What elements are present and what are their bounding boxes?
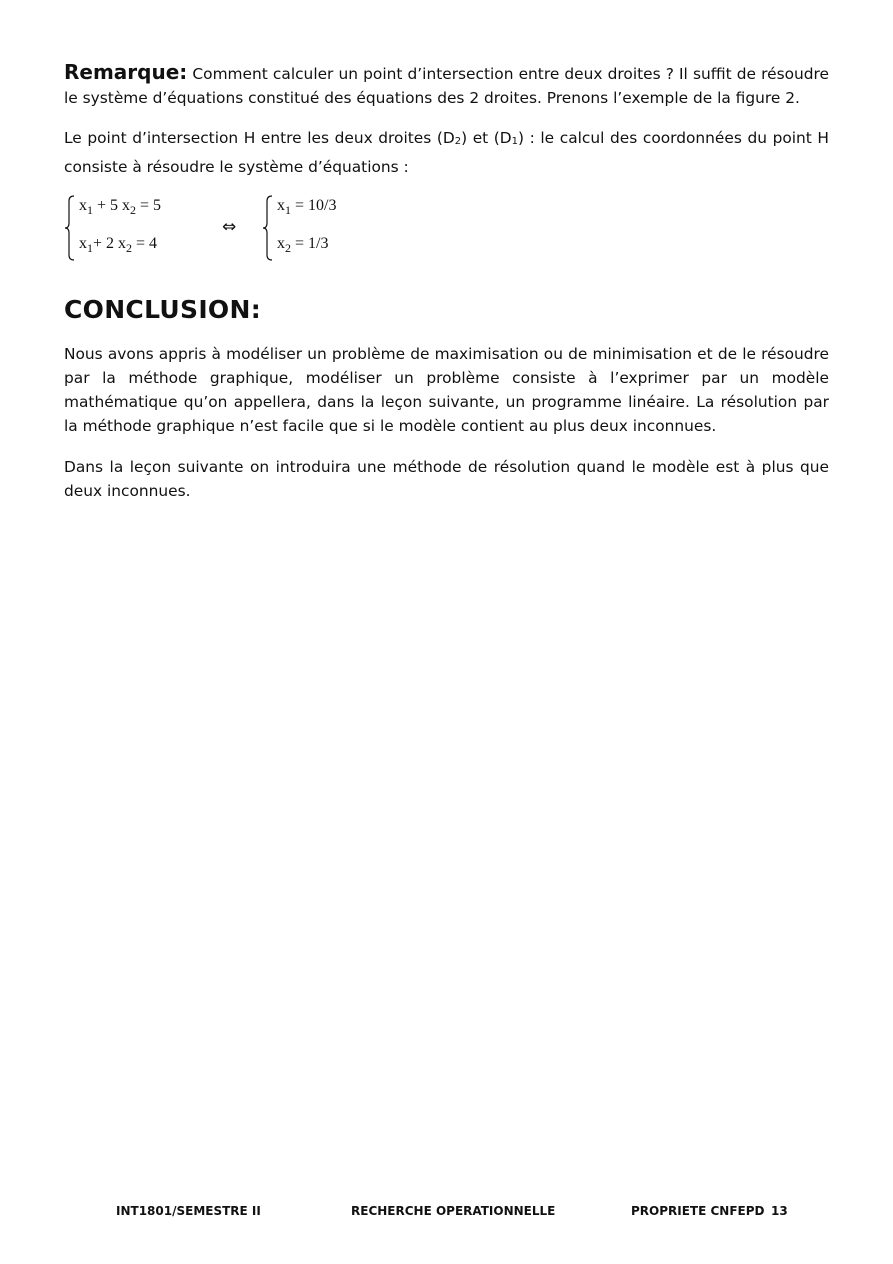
footer-course-title: RECHERCHE OPERATIONNELLE <box>351 1204 556 1218</box>
eq-term: + 5 x <box>93 196 131 214</box>
right-brace-icon <box>262 195 274 261</box>
left-brace-icon <box>64 195 76 261</box>
eq-sub: 2 <box>130 202 137 217</box>
eq-term: + 2 x <box>93 234 127 252</box>
intersection-paragraph <box>64 126 829 178</box>
conclusion-heading: CONCLUSION: <box>64 294 261 324</box>
subscript-d1: 1 <box>511 136 519 148</box>
eq-sub: 2 <box>285 240 291 255</box>
intersection-text-a: Le point d’intersection H entre les deux droites (D <box>64 129 455 148</box>
eq-var: x <box>79 234 87 252</box>
subscript-d2: 2 <box>454 136 462 148</box>
eq-var: x <box>79 196 87 214</box>
eq-rhs: = 1/3 <box>291 234 329 252</box>
equation-right-2 <box>277 235 328 256</box>
conclusion-paragraph-1: Nous avons appris à modéliser un problème de maximisation ou de minimisation et de le résoudre par la méthode graphique, modéliser un problème consiste à l’exprimer par un modèle mathématique qu’on appellera, dans la leçon suivante, un programme linéaire. La résolution par la méthode graphique n’est facile que si le modèle contient au plus deux inconnues. <box>64 344 829 436</box>
footer-ownership: PROPRIETE CNFEPD <box>631 1204 765 1218</box>
document-page <box>64 60 829 519</box>
intersection-text-b: ) et (D <box>461 129 512 148</box>
remark-paragraph <box>64 60 829 110</box>
eq-rhs: = 5 <box>136 196 162 214</box>
equation-system <box>64 195 829 287</box>
conclusion-paragraph-2: Dans la leçon suivante on introduira une méthode de résolution quand le modèle est à plus que deux inconnues. <box>64 457 829 500</box>
equation-right-1 <box>277 197 336 218</box>
footer-course-code: INT1801/SEMESTRE II <box>116 1204 261 1218</box>
remark-label: Remarque: <box>64 60 188 84</box>
eq-var: x <box>277 196 285 214</box>
equation-left-2 <box>79 235 157 256</box>
eq-sub: 1 <box>285 202 291 217</box>
equation-left-1 <box>79 197 161 218</box>
eq-rhs: = 10/3 <box>291 196 337 214</box>
eq-var: x <box>277 234 285 252</box>
eq-sub: 1 <box>87 240 93 255</box>
eq-sub: 1 <box>87 202 93 217</box>
intersection-text-c: ) : le calcul des coordonnées du point H consiste à résoudre le système d’équations : <box>64 129 829 176</box>
remark-text: Comment calculer un point d’intersection entre deux droites ? Il suffit de résoudre le système d’équations constitué des équations des 2 droites. Prenons l’exemple de la figure 2. <box>64 65 829 108</box>
eq-rhs: = 4 <box>132 234 158 252</box>
page-number: 13 <box>771 1204 788 1218</box>
equivalence-symbol: ⇔ <box>222 216 237 237</box>
eq-sub: 2 <box>126 240 133 255</box>
